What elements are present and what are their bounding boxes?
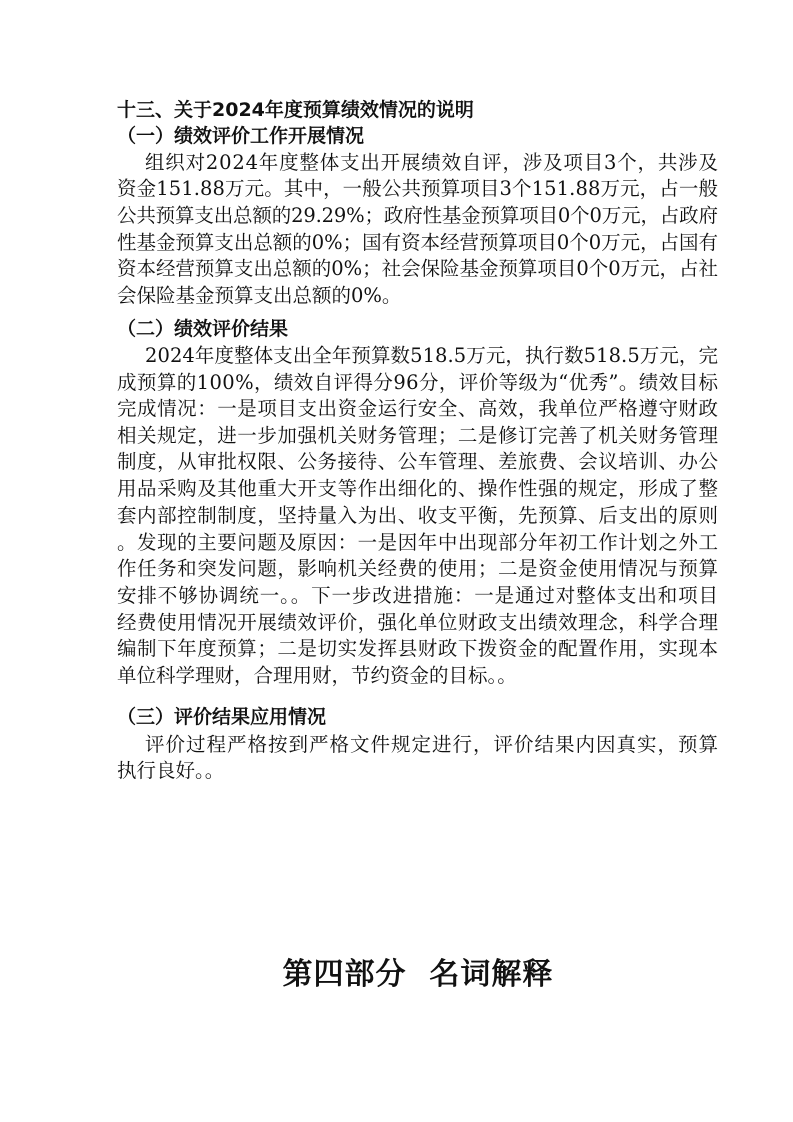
paragraph-line: 单位科学理财，合理用财，节约资金的目标。。: [117, 664, 517, 687]
paragraph-line: 公共预算支出总额的29.29%；政府性基金预算项目0个0万元，占政府: [117, 204, 718, 227]
paragraph-line: 。发现的主要问题及原因：一是因年中出现部分年初工作计划之外工: [117, 531, 719, 554]
paragraph-line: 会保险基金预算支出总额的0%。: [117, 284, 402, 307]
paragraph-line: 评价过程严格按到严格文件规定进行，评价结果内因真实，预算: [145, 733, 719, 756]
paragraph-line: 成预算的100%，绩效自评得分96分，评价等级为“优秀”。绩效目标: [117, 371, 719, 394]
paragraph-line: 安排不够协调统一。。下一步改进措施：一是通过对整体支出和项目: [117, 584, 719, 607]
section-heading: （二）绩效评价结果: [117, 318, 289, 340]
paragraph-line: 完成情况：一是项目支出资金运行安全、高效，我单位严格遵守财政: [117, 397, 719, 420]
paragraph-line: 资本经营预算支出总额的0%；社会保险基金预算项目0个0万元，占社: [117, 257, 718, 280]
section-heading: 十三、关于2024年度预算绩效情况的说明: [117, 99, 474, 121]
paragraph-line: 组织对2024年度整体支出开展绩效自评，涉及项目3个，共涉及: [145, 151, 719, 174]
paragraph-line: 编制下年度预算；二是切实发挥县财政下拨资金的配置作用，实现本: [117, 637, 719, 660]
paragraph-line: 2024年度整体支出全年预算数518.5万元，执行数518.5万元，完: [145, 344, 719, 367]
paragraph-line: 执行良好。。: [117, 759, 225, 782]
paragraph-line: 性基金预算支出总额的0%；国有资本经营预算项目0个0万元，占国有: [117, 231, 718, 254]
paragraph-line: 资金151.88万元。其中，一般公共预算项目3个151.88万元，占一般: [117, 177, 719, 200]
section-heading: （一）绩效评价工作开展情况: [117, 125, 365, 147]
paragraph-line: 用品采购及其他重大开支等作出细化的、操作性强的规定，形成了整: [117, 477, 719, 500]
paragraph-line: 套内部控制制度，坚持量入为出、收支平衡，先预算、后支出的原则: [117, 504, 719, 527]
paragraph-line: 作任务和突发问题，影响机关经费的使用；二是资金使用情况与预算: [117, 557, 719, 580]
paragraph-line: 相关规定，进一步加强机关财务管理；二是修订完善了机关财务管理: [117, 424, 719, 447]
part-title: 第四部分 名词解释: [282, 957, 554, 992]
paragraph-line: 制度，从审批权限、公务接待、公车管理、差旅费、会议培训、办公: [117, 450, 719, 473]
section-heading: （三）评价结果应用情况: [117, 706, 327, 728]
paragraph-line: 经费使用情况开展绩效评价，强化单位财政支出绩效理念，科学合理: [117, 611, 719, 634]
